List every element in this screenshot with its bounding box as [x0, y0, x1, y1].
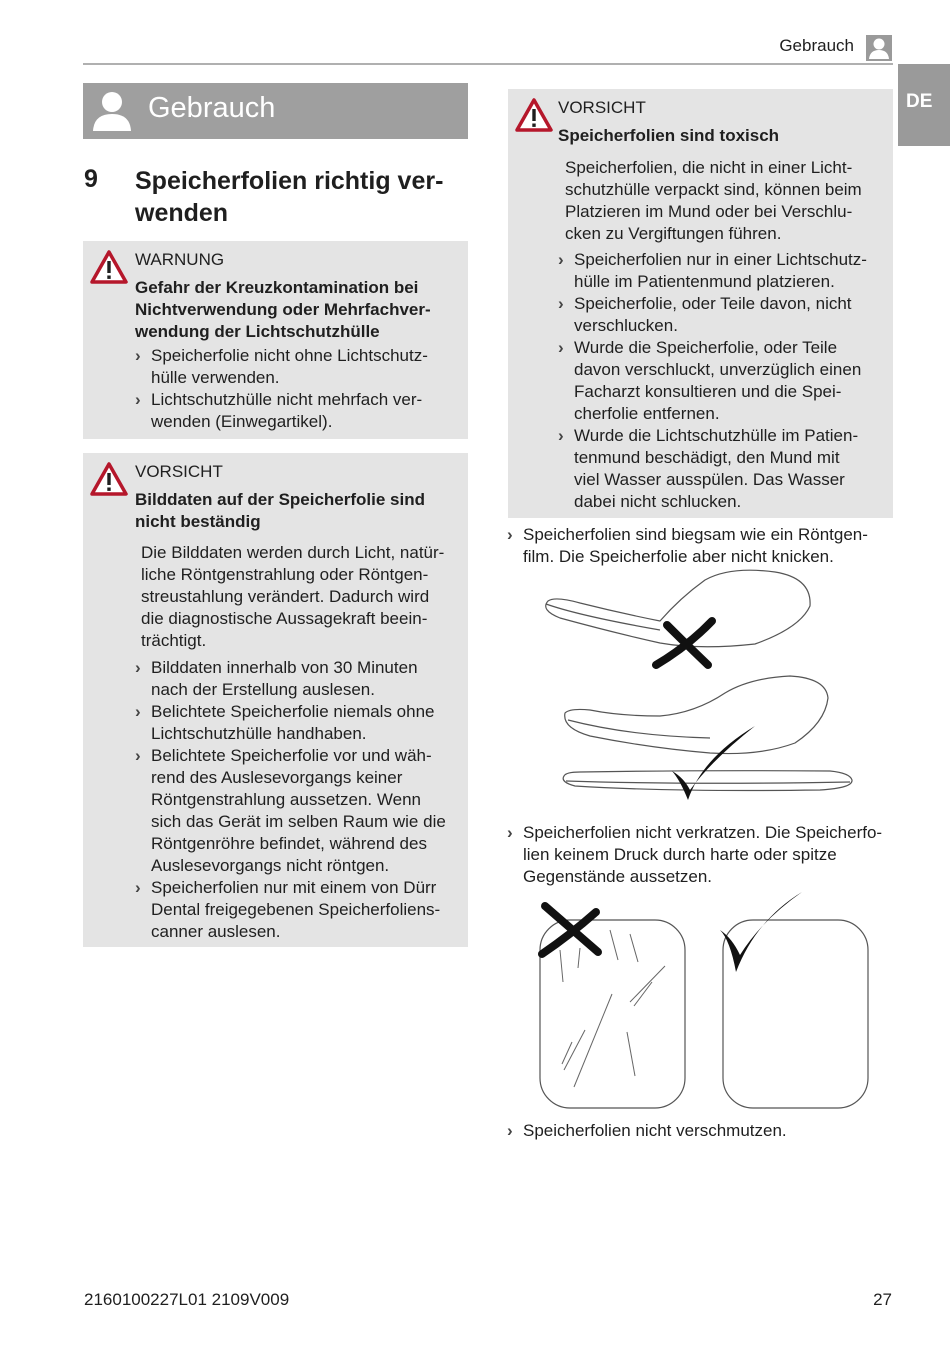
list-item: › Belichtete Speicherfolie niemals ohne Lichtschutzhülle handhaben.	[135, 701, 446, 745]
list-item: › Belichtete Speicherfolie vor und wäh- rend des Auslesevorgangs keiner Röntgenstrahlung aussetzen. Wenn sich das Gerät im selben Raum wie die Röntgenröhre befindet, während des Auslesevorgangs nicht röntgen.	[135, 745, 446, 877]
page-number: 27	[873, 1290, 892, 1309]
warning-label: WARNUNG	[135, 250, 225, 269]
list-item: › Speicherfolien nur in einer Lichtschutz- hülle im Patientenmund platzieren.	[558, 249, 867, 293]
user-icon	[866, 35, 892, 61]
caution-list	[135, 657, 446, 943]
scratch-illustration	[530, 890, 875, 1115]
warning-triangle-icon	[514, 97, 554, 133]
language-tab: DE	[898, 64, 950, 146]
warning-triangle-icon	[89, 461, 129, 497]
list-item: › Speicherfolie nicht ohne Lichtschutz- hülle verwenden.	[135, 345, 428, 389]
section-title: Gebrauch	[148, 92, 276, 124]
caution-box-image-data	[83, 453, 468, 947]
warning-triangle-icon	[89, 249, 129, 285]
caution-subtitle: Speicherfolien sind toxisch	[558, 126, 780, 145]
list-item: › Speicherfolie, oder Teile davon, nicht verschlucken.	[558, 293, 867, 337]
caution-subtitle: Bilddaten auf der Speicherfolie sind nicht beständig	[135, 490, 425, 531]
list-item: › Bilddaten innerhalb von 30 Minuten nach der Erstellung auslesen.	[135, 657, 446, 701]
header-rule	[83, 63, 893, 65]
caution-box-toxic	[508, 89, 893, 518]
running-header-title: Gebrauch	[779, 36, 854, 55]
user-icon	[91, 89, 133, 133]
warning-subtitle: Gefahr der Kreuzkontamination bei Nichtverwendung oder Mehrfachver- wendung der Lichtschutzhülle	[135, 278, 431, 341]
warning-box	[83, 241, 468, 439]
caution-text: Speicherfolien, die nicht in einer Licht- schutzhülle verpackt sind, können beim Platzieren im Mund oder bei Verschlu- cken zu Vergiftungen führen.	[565, 158, 862, 243]
list-item: › Speicherfolien nur mit einem von Dürr Dental freigegebenen Speicherfoliens- canner auslesen.	[135, 877, 446, 943]
instruction-dirt: › Speicherfolien nicht verschmutzen.	[507, 1121, 787, 1140]
instruction-bend: › Speicherfolien sind biegsam wie ein Röntgen- film. Die Speicherfolie aber nicht knicken.	[507, 525, 868, 566]
caution-text: Die Bilddaten werden durch Licht, natür- liche Röntgenstrahlung oder Röntgen- streustahlung verändert. Dadurch wird die diagnostische Aussagekraft beein- trächtigt.	[141, 543, 445, 650]
section-banner	[83, 83, 468, 139]
caution-list	[558, 249, 867, 513]
list-item: › Lichtschutzhülle nicht mehrfach ver- wenden (Einwegartikel).	[135, 389, 428, 433]
instruction-scratch: › Speicherfolien nicht verkratzen. Die Speicherfo- lien keinem Druck durch harte oder spitze Gegenstände aussetzen.	[507, 823, 883, 886]
caution-label: VORSICHT	[558, 98, 646, 117]
caution-label: VORSICHT	[135, 462, 223, 481]
list-item: › Wurde die Speicherfolie, oder Teile davon verschluckt, unverzüglich einen Facharzt konsultieren und die Spei- cherfolie entfernen.	[558, 337, 867, 425]
bending-illustration	[520, 568, 890, 813]
list-item: › Wurde die Lichtschutzhülle im Patien- tenmund beschädigt, den Mund mit viel Wasser ausspülen. Das Wasser dabei nicht schlucken.	[558, 425, 867, 513]
chapter-number: 9	[84, 165, 98, 193]
document-number: 2160100227L01 2109V009	[84, 1290, 290, 1309]
chapter-title: Speicherfolien richtig ver- wenden	[135, 167, 444, 227]
warning-list	[135, 345, 428, 433]
